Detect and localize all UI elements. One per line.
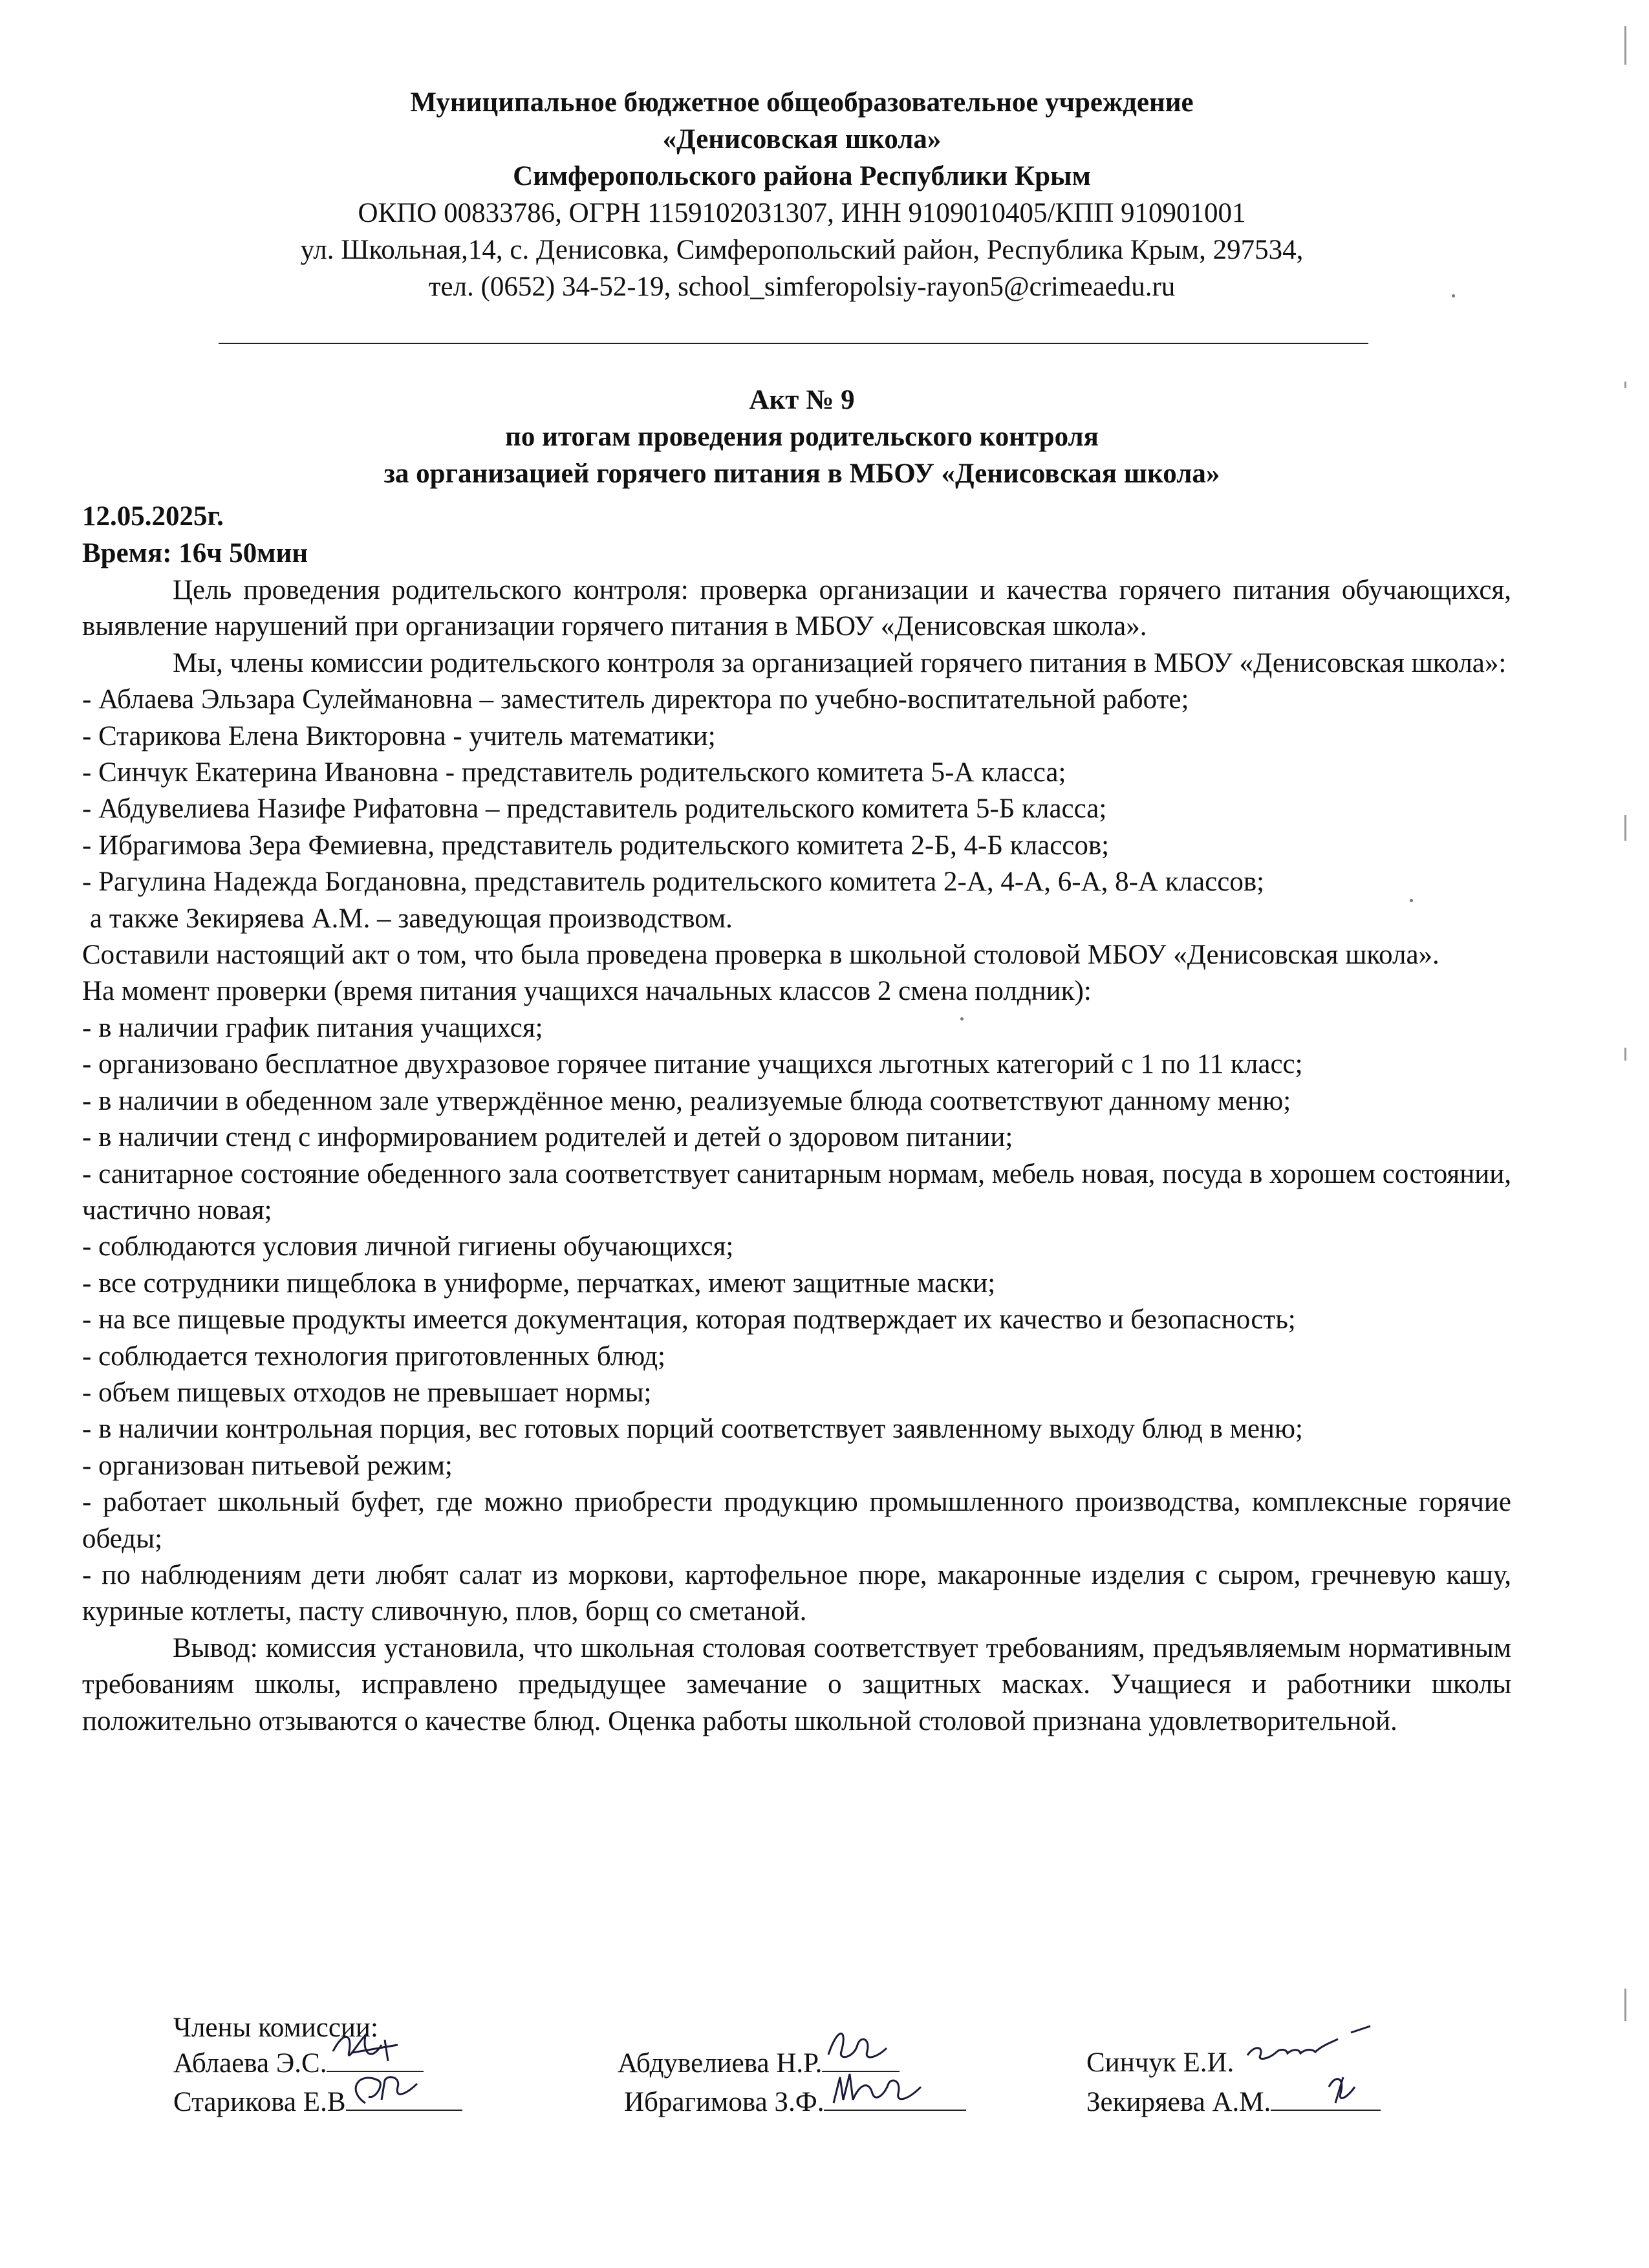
finding-item: - по наблюдениям дети любят салат из моркови, картофельное пюре, макаронные изделия с сыром, гречневую кашу, куриные котлеты, пасту сливочную, плов, борщ со сметаной. bbox=[82, 1559, 1511, 1627]
letterhead bbox=[0, 84, 1604, 305]
scan-speck bbox=[1410, 899, 1413, 902]
signatures-heading: Члены комиссии: bbox=[173, 2013, 378, 2043]
finding-item: - все сотрудники пищеблока в униформе, перчатках, имеют защитные маски; bbox=[82, 1268, 996, 1299]
letterhead-org-type: Муниципальное бюджетное общеобразовательное учреждение bbox=[410, 87, 1194, 118]
signature-line bbox=[1271, 2084, 1381, 2111]
finding-item: - в наличии график питания учащихся; bbox=[82, 1012, 543, 1043]
signatory-name: Старикова Е.В bbox=[173, 2087, 346, 2117]
letterhead-contacts: тел. (0652) 34-52-19, school_simferopolsiy-rayon5@crimeaedu.ru bbox=[428, 272, 1176, 302]
goal-paragraph: Цель проведения родительского контроля: проверка организации и качества горячего питания обучающихся, выявление нарушений при организации горячего питания в МБОУ «Денисовская школа». bbox=[82, 575, 1511, 642]
scan-edge-mark bbox=[1624, 26, 1626, 65]
member-item: - Аблаева Эльзара Сулеймановна – заместитель директора по учебно-воспитательной работе; bbox=[82, 684, 1189, 715]
finding-item: - работает школьный буфет, где можно приобрести продукцию промышленного производства, комплексные горячие обеды; bbox=[82, 1487, 1511, 1554]
finding-item: - организовано бесплатное двухразовое горячее питание учащихся льготных категорий с 1 по 11 класс; bbox=[82, 1049, 1303, 1080]
act-scope: за организацией горячего питания в МБОУ «Денисовская школа» bbox=[383, 459, 1220, 489]
scan-speck bbox=[1452, 294, 1455, 297]
signatory-name: Ибрагимова З.Ф. bbox=[624, 2087, 824, 2117]
finding-item: - соблюдаются условия личной гигиены обучающихся; bbox=[82, 1231, 734, 1262]
member-item: - Старикова Елена Викторовна - учитель математики; bbox=[82, 720, 716, 751]
letterhead-divider bbox=[219, 343, 1368, 344]
act-subject: по итогам проведения родительского контроля bbox=[505, 422, 1099, 452]
signatory-name: Абдувелиева Н.Р. bbox=[618, 2048, 823, 2079]
act-time: Время: 16ч 50мин bbox=[82, 538, 308, 568]
finding-item: - объем пищевых отходов не превышает нормы; bbox=[82, 1377, 652, 1408]
finding-item: - на все пищевые продукты имеется документация, которая подтверждает их качество и безопасность; bbox=[82, 1304, 1296, 1335]
letterhead-codes: ОКПО 00833786, ОГРН 1159102031307, ИНН 9109010405/КПП 910901001 bbox=[358, 198, 1246, 228]
signatory-name: Синчук Е.И. bbox=[1086, 2047, 1234, 2078]
members-intro: Мы, члены комиссии родительского контроля за организацией горячего питания в МБОУ «Денисовская школа»: bbox=[173, 647, 1507, 678]
handwritten-signature bbox=[1271, 2064, 1381, 2116]
scan-edge-mark bbox=[1624, 815, 1626, 841]
document-meta bbox=[82, 498, 308, 572]
handwritten-signature bbox=[346, 2064, 462, 2116]
finding-item: - организован питьевой режим; bbox=[82, 1450, 453, 1481]
signature-line bbox=[346, 2084, 462, 2111]
finding-item: - в наличии в обеденном зале утверждённое меню, реализуемые блюда соответствуют данному меню; bbox=[82, 1085, 1291, 1116]
member-item: - Рагулина Надежда Богдановна, представитель родительского комитета 2-А, 4-А, 6-А, 8-А классов; bbox=[82, 867, 1265, 898]
inspection-moment: На момент проверки (время питания учащихся начальных классов 2 смена полдник): bbox=[82, 976, 1092, 1007]
conclusion-paragraph: Вывод: комиссия установила, что школьная столовая соответствует требованиям, предъявляемым нормативным требованиям школы, исправлено предыдущее замечание о защитных масках. Учащиеся и работники школы положительно отзываются о качестве блюд. Оценка работы школьной столовой признана удовлетворительной. bbox=[82, 1632, 1511, 1736]
finding-item: - в наличии контрольная порция, вес готовых порций соответствует заявленному выходу блюд в меню; bbox=[82, 1414, 1303, 1445]
production-manager-line: а также Зекиряева А.М. – заведующая производством. bbox=[90, 903, 733, 934]
scan-edge-mark bbox=[1624, 1048, 1626, 1061]
finding-item: - соблюдается технология приготовленных блюд; bbox=[82, 1341, 665, 1372]
signature-starikova bbox=[173, 2084, 462, 2121]
act-date: 12.05.2025г. bbox=[82, 501, 224, 532]
document-body bbox=[82, 572, 1511, 1740]
member-item: - Ибрагимова Зера Фемиевна, представитель родительского комитета 2-Б, 4-Б классов; bbox=[82, 830, 1110, 861]
signature-line bbox=[824, 2084, 966, 2111]
scan-speck bbox=[960, 1017, 964, 1021]
compiled-paragraph: Составили настоящий акт о том, что была проведена проверка в школьной столовой МБОУ «Денисовская школа». bbox=[82, 940, 1439, 971]
scan-edge-mark bbox=[1624, 1989, 1626, 2021]
letterhead-school-name: «Денисовская школа» bbox=[662, 124, 942, 155]
act-number: Акт № 9 bbox=[749, 385, 855, 415]
member-item: - Абдувелиева Назифе Рифатовна – представитель родительского комитета 5-Б класса; bbox=[82, 794, 1107, 825]
signature-ibragimova bbox=[624, 2084, 966, 2121]
signature-zekiryaeva bbox=[1086, 2084, 1381, 2121]
signatory-name: Аблаева Э.С. bbox=[173, 2048, 327, 2079]
letterhead-region: Симферопольского района Республики Крым bbox=[513, 161, 1091, 191]
signatory-name: Зекиряева А.М. bbox=[1086, 2087, 1271, 2117]
letterhead-address: ул. Школьная,14, с. Денисовка, Симферопольский район, Республика Крым, 297534, bbox=[300, 235, 1304, 265]
handwritten-signature bbox=[824, 2064, 966, 2116]
document-title bbox=[0, 382, 1604, 492]
finding-item: - санитарное состояние обеденного зала соответствует санитарным нормам, мебель новая, посуда в хорошем состоянии, частично новая; bbox=[82, 1158, 1511, 1226]
finding-item: - в наличии стенд с информированием родителей и детей о здоровом питании; bbox=[82, 1122, 1013, 1153]
member-item: - Синчук Екатерина Ивановна - представитель родительского комитета 5-А класса; bbox=[82, 757, 1066, 788]
scan-edge-mark bbox=[1624, 382, 1626, 388]
